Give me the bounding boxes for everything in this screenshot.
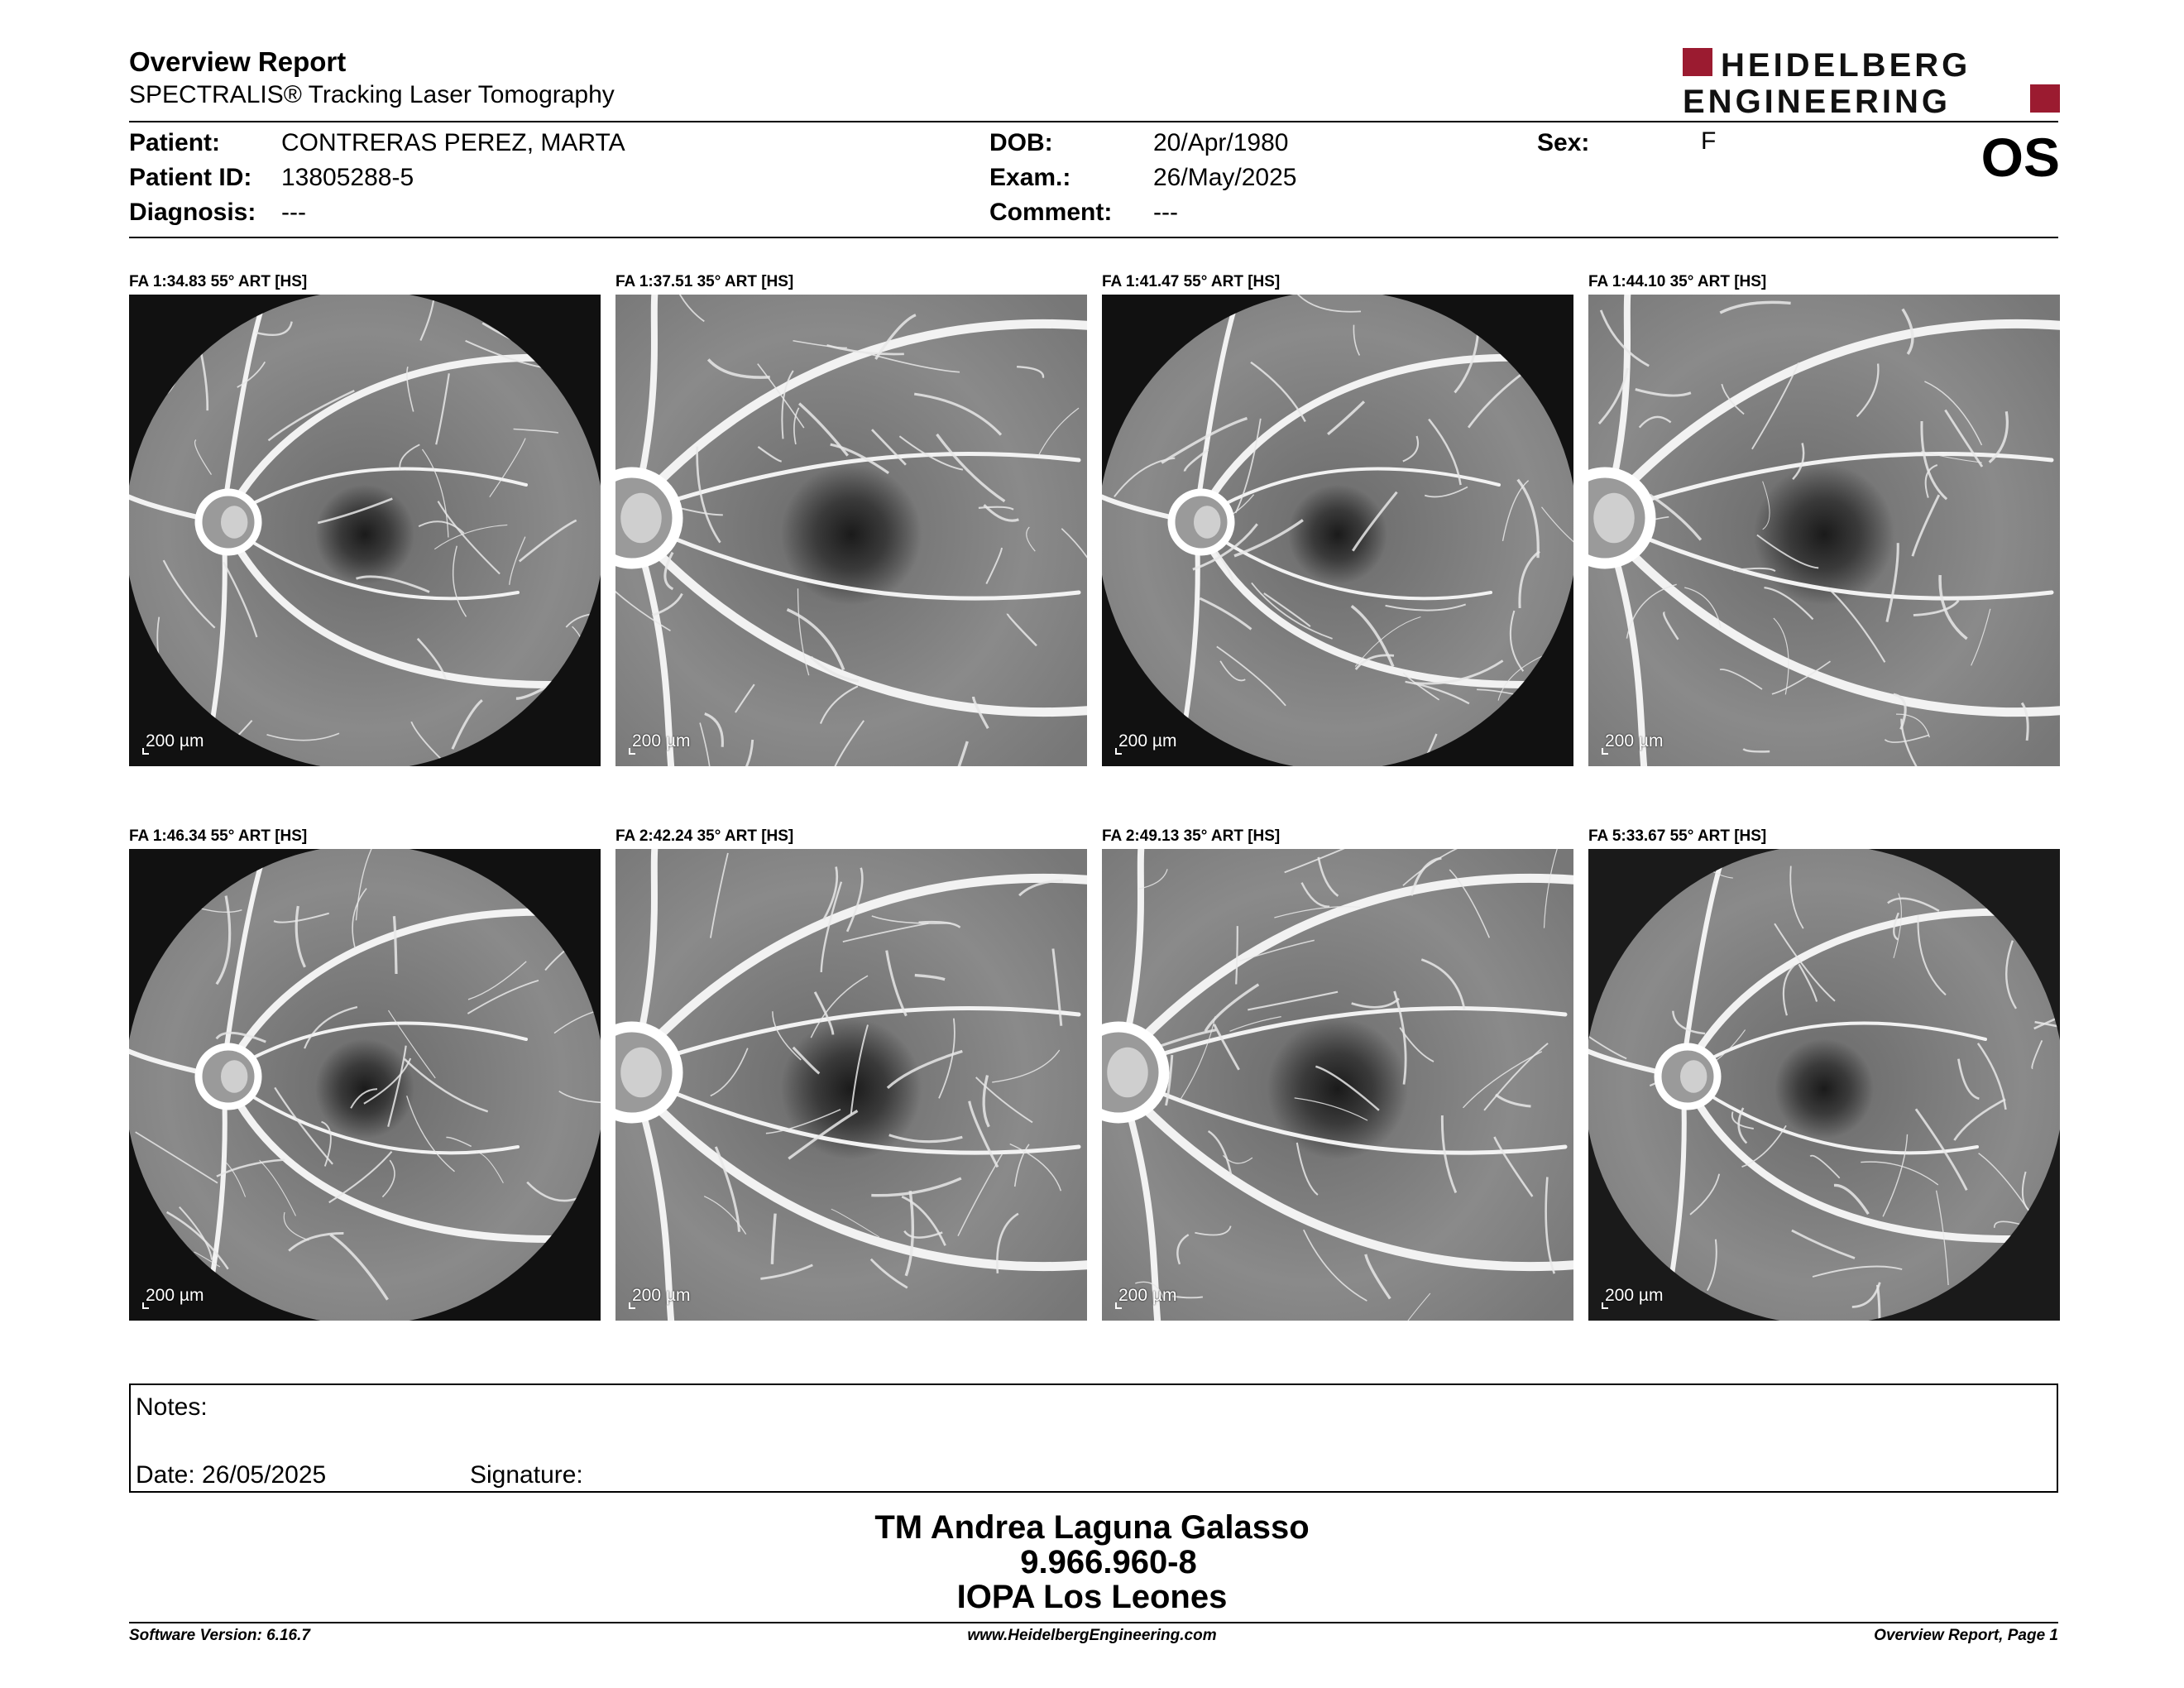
patient-id: 13805288-5 bbox=[281, 164, 414, 191]
exam-value: 26/May/2025 bbox=[1153, 164, 1297, 191]
eye-indicator: OS bbox=[1980, 127, 2060, 188]
page-label: Overview Report, Page 1 bbox=[1874, 1627, 2058, 1644]
image-caption: FA 1:41.47 55° ART [HS] bbox=[1102, 273, 1281, 290]
scale-label: 200 µm bbox=[1118, 1286, 1177, 1305]
dob-value: 20/Apr/1980 bbox=[1153, 129, 1289, 156]
fundus-angiogram-image[interactable] bbox=[1102, 849, 1573, 1321]
heidelberg-logo bbox=[1683, 46, 2060, 116]
fundus-drawing bbox=[615, 295, 1087, 766]
scale-label: 200 µm bbox=[632, 731, 691, 750]
scale-label: 200 µm bbox=[146, 731, 204, 750]
scale-label: 200 µm bbox=[632, 1286, 691, 1305]
fundus-drawing bbox=[1588, 849, 2060, 1321]
scale-label: 200 µm bbox=[146, 1286, 204, 1305]
signer-id: 9.966.960-8 bbox=[1020, 1544, 1197, 1580]
image-caption: FA 1:44.10 35° ART [HS] bbox=[1588, 273, 1767, 290]
dob-label: DOB: bbox=[989, 129, 1053, 156]
fundus-angiogram-image[interactable] bbox=[1102, 295, 1573, 766]
image-caption: FA 1:37.51 35° ART [HS] bbox=[615, 273, 794, 290]
image-caption: FA 5:33.67 55° ART [HS] bbox=[1588, 827, 1767, 845]
fundus-angiogram-image[interactable] bbox=[615, 849, 1087, 1321]
diagnosis-label: Diagnosis: bbox=[129, 199, 256, 226]
fundus-angiogram-image[interactable] bbox=[1588, 295, 2060, 766]
software-version: Software Version: 6.16.7 bbox=[129, 1627, 310, 1644]
fundus-angiogram-image[interactable] bbox=[129, 295, 601, 766]
report-subtitle: SPECTRALIS® Tracking Laser Tomography bbox=[129, 81, 615, 108]
image-caption: FA 2:49.13 35° ART [HS] bbox=[1102, 827, 1281, 845]
fundus-drawing bbox=[1102, 849, 1573, 1321]
footer-rule bbox=[129, 1622, 2058, 1623]
date-label: Date: 26/05/2025 bbox=[136, 1461, 327, 1489]
logo-line2: ENGINEERING bbox=[1683, 84, 1952, 116]
image-caption: FA 1:34.83 55° ART [HS] bbox=[129, 273, 308, 290]
exam-label: Exam.: bbox=[989, 164, 1071, 191]
scale-label: 200 µm bbox=[1605, 731, 1664, 750]
fundus-angiogram-image[interactable] bbox=[1588, 849, 2060, 1321]
signer-name: TM Andrea Laguna Galasso bbox=[874, 1509, 1310, 1546]
patient-rule bbox=[129, 237, 2058, 238]
patient-name: CONTRERAS PEREZ, MARTA bbox=[281, 129, 625, 156]
logo-line1: HEIDELBERG bbox=[1721, 47, 1971, 84]
comment-value: --- bbox=[1153, 199, 1178, 226]
website-link[interactable]: www.HeidelbergEngineering.com bbox=[967, 1627, 1217, 1644]
sex-value: F bbox=[1701, 127, 1717, 155]
patient-id-label: Patient ID: bbox=[129, 164, 252, 191]
diagnosis-value: --- bbox=[281, 199, 306, 226]
scale-label: 200 µm bbox=[1605, 1286, 1664, 1305]
scale-label: 200 µm bbox=[1118, 731, 1177, 750]
notes-box bbox=[129, 1383, 2058, 1493]
header-rule bbox=[129, 121, 2058, 122]
fundus-drawing bbox=[129, 295, 601, 766]
fundus-angiogram-image[interactable] bbox=[615, 295, 1087, 766]
fundus-angiogram-image[interactable] bbox=[129, 849, 601, 1321]
notes-label: Notes: bbox=[136, 1393, 208, 1421]
patient-label: Patient: bbox=[129, 129, 221, 156]
signer-institution: IOPA Los Leones bbox=[956, 1579, 1228, 1615]
report-title: Overview Report bbox=[129, 46, 347, 77]
signature-label: Signature: bbox=[470, 1461, 583, 1489]
comment-label: Comment: bbox=[989, 199, 1113, 226]
image-caption: FA 1:46.34 55° ART [HS] bbox=[129, 827, 308, 845]
fundus-drawing bbox=[129, 849, 601, 1321]
fundus-drawing bbox=[1102, 295, 1573, 766]
fundus-drawing bbox=[615, 849, 1087, 1321]
image-caption: FA 2:42.24 35° ART [HS] bbox=[615, 827, 794, 845]
fundus-drawing bbox=[1588, 295, 2060, 766]
sex-label: Sex: bbox=[1537, 129, 1590, 156]
